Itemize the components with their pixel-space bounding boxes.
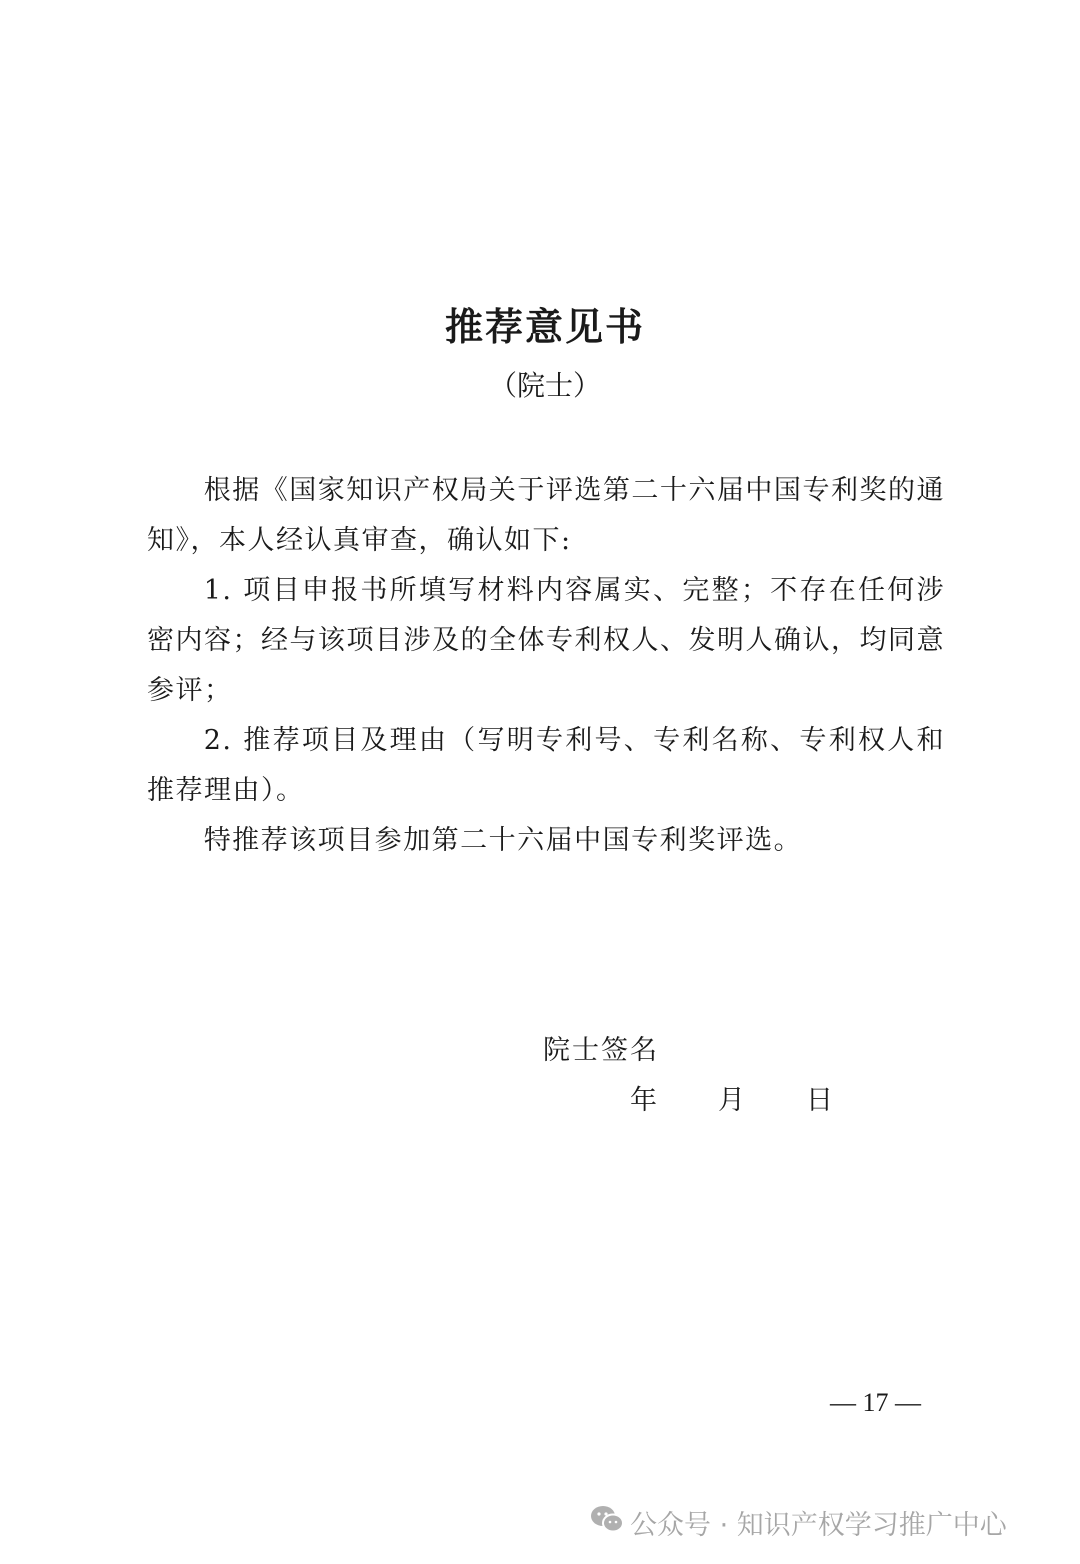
document-subtitle: （院士） bbox=[488, 369, 601, 402]
document-body bbox=[147, 466, 945, 866]
document-title: 推荐意见书 bbox=[444, 304, 645, 349]
wechat-icon bbox=[590, 1504, 624, 1541]
paragraph-closing: 特推荐该项目参加第二十六届中国专利奖评选。 bbox=[203, 825, 803, 856]
date-year: 年 bbox=[630, 1085, 657, 1116]
watermark-text: 公众号 · 知识产权学习推广中心 bbox=[630, 1510, 1007, 1541]
date-day: 日 bbox=[806, 1085, 833, 1116]
watermark bbox=[590, 1503, 1007, 1542]
paragraph-item-2: 2. 推荐项目及理由（写明专利号、专利名称、专利权人和推荐理由）。 bbox=[147, 725, 945, 806]
signature-label: 院士签名 bbox=[543, 1035, 659, 1066]
paragraph-intro: 根据《国家知识产权局关于评选第二十六届中国专利奖的通知》，本人经认真审查，确认如下: bbox=[147, 475, 945, 556]
date-month: 月 bbox=[718, 1085, 745, 1116]
page-number: — 17 — bbox=[830, 1388, 921, 1417]
paragraph-item-1: 1. 项目申报书所填写材料内容属实、完整；不存在任何涉密内容；经与该项目涉及的全体专利权人、发明人确认，均同意参评； bbox=[147, 575, 945, 706]
